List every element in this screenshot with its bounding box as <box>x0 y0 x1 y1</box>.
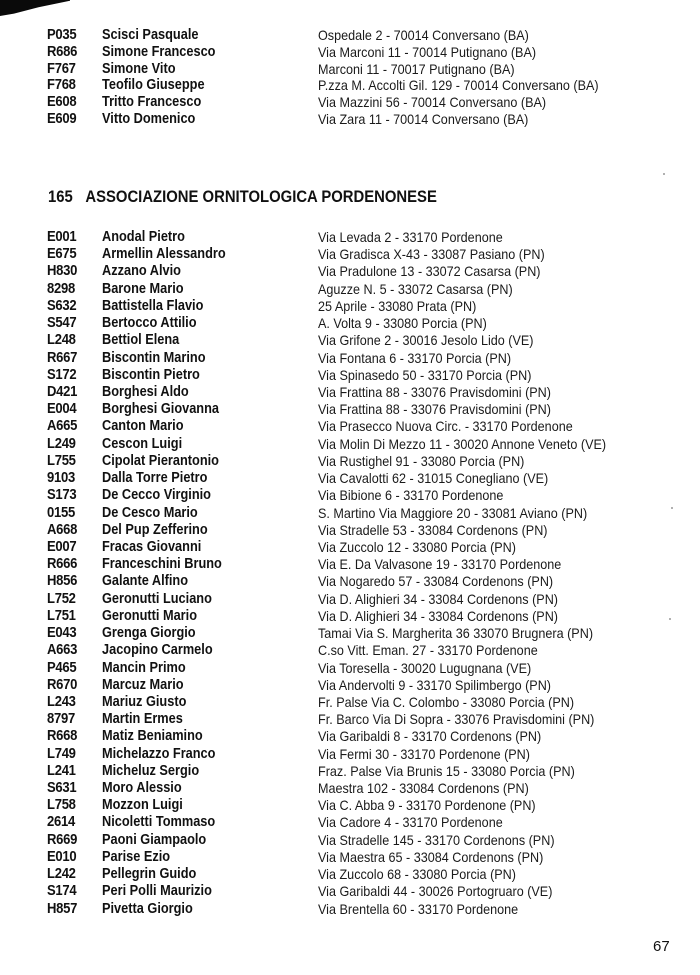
member-name: De Cecco Virginio <box>102 487 211 504</box>
member-row <box>0 814 700 831</box>
member-name: De Cesco Mario <box>102 504 198 521</box>
member-address: Marconi 11 - 70017 Putignano (BA) <box>318 60 515 77</box>
member-name: Martin Ermes <box>102 711 183 728</box>
member-name: Canton Mario <box>102 418 184 435</box>
member-address: Via Maestra 65 - 33084 Cordenons (PN) <box>318 848 544 865</box>
member-name: Simone Francesco <box>102 43 216 60</box>
member-code: F767 <box>47 60 76 77</box>
member-address: Via Prasecco Nuova Circ. - 33170 Pordenone <box>318 418 573 435</box>
member-name: Scisci Pasquale <box>102 27 199 43</box>
member-row <box>0 763 700 780</box>
member-row <box>0 298 700 315</box>
member-code: S172 <box>47 366 77 383</box>
member-address: Via C. Abba 9 - 33170 Pordenone (PN) <box>318 797 536 814</box>
member-row <box>0 436 700 453</box>
member-code: E608 <box>47 94 77 111</box>
member-row <box>0 453 700 470</box>
member-address: Via Levada 2 - 33170 Pordenone <box>318 229 503 245</box>
member-row <box>0 849 700 866</box>
member-address: Ospedale 2 - 70014 Conversano (BA) <box>318 27 529 43</box>
member-name: Tritto Francesco <box>102 94 202 111</box>
member-address: Via Gradisca X-43 - 33087 Pasiano (PN) <box>318 246 545 263</box>
member-address: Tamai Via S. Margherita 36 33070 Brugnera (PN) <box>318 625 594 642</box>
member-code: L241 <box>47 762 76 779</box>
member-row <box>0 711 700 728</box>
member-code: S173 <box>47 487 77 504</box>
member-row <box>0 263 700 280</box>
member-row <box>0 281 700 298</box>
member-name: Cipolat Pierantonio <box>102 452 219 469</box>
member-address: Via Rustighel 91 - 33080 Porcia (PN) <box>318 452 525 469</box>
member-code: P465 <box>47 659 77 676</box>
member-code: L755 <box>47 452 76 469</box>
member-code: S174 <box>47 883 77 900</box>
member-code: L752 <box>47 590 76 607</box>
member-row <box>0 832 700 849</box>
member-address: Via Molin Di Mezzo 11 - 30020 Annone Veneto (VE) <box>318 435 607 452</box>
member-address: Via Fontana 6 - 33170 Porcia (PN) <box>318 349 512 366</box>
member-code: D421 <box>47 383 78 400</box>
member-name: Teofilo Giuseppe <box>102 77 205 94</box>
member-address: Via Frattina 88 - 33076 Pravisdomini (PN) <box>318 401 551 418</box>
scan-speck <box>671 507 673 509</box>
member-row <box>0 642 700 659</box>
member-row <box>0 246 700 263</box>
member-code: E004 <box>47 401 77 418</box>
member-name: Michelazzo Franco <box>102 745 216 762</box>
member-name: Mariuz Giusto <box>102 693 187 710</box>
member-row <box>0 332 700 349</box>
member-address: 25 Aprile - 33080 Prata (PN) <box>318 297 477 314</box>
member-code: L751 <box>47 607 76 624</box>
member-address: Via Cadore 4 - 33170 Pordenone <box>318 814 503 831</box>
member-code: A663 <box>47 642 78 659</box>
member-name: Paoni Giampaolo <box>102 831 207 848</box>
member-name: Parise Ezio <box>102 848 171 865</box>
member-code: L758 <box>47 797 76 814</box>
member-name: Azzano Alvio <box>102 263 181 280</box>
member-name: Armellin Alessandro <box>102 246 226 263</box>
member-name: Cescon Luigi <box>102 435 183 452</box>
member-code: E001 <box>47 229 77 245</box>
member-address: Via Zara 11 - 70014 Conversano (BA) <box>318 111 529 127</box>
member-code: E007 <box>47 538 77 555</box>
member-row <box>0 522 700 539</box>
member-address: Via Mazzini 56 - 70014 Conversano (BA) <box>318 94 547 111</box>
member-code: E675 <box>47 246 77 263</box>
member-code: P035 <box>47 27 77 43</box>
member-row <box>0 901 700 918</box>
member-name: Mozzon Luigi <box>102 797 183 814</box>
member-row <box>0 418 700 435</box>
member-code: E043 <box>47 625 77 642</box>
member-row <box>0 111 700 128</box>
member-code: L249 <box>47 435 76 452</box>
member-code: H856 <box>47 573 78 590</box>
member-row <box>0 61 700 78</box>
member-code: L243 <box>47 693 76 710</box>
member-name: Battistella Flavio <box>102 297 204 314</box>
member-code: 0155 <box>47 504 75 521</box>
member-code: S547 <box>47 315 77 332</box>
member-name: Borghesi Aldo <box>102 383 189 400</box>
member-row <box>0 539 700 556</box>
member-address: Via Stradelle 145 - 33170 Cordenons (PN) <box>318 831 555 848</box>
member-address: Via Cavalotti 62 - 31015 Conegliano (VE) <box>318 470 549 487</box>
member-code: R667 <box>47 349 78 366</box>
member-code: F768 <box>47 77 76 94</box>
member-address: Via Spinasedo 50 - 33170 Porcia (PN) <box>318 366 532 383</box>
member-address: Via Garibaldi 8 - 33170 Cordenons (PN) <box>318 728 542 745</box>
member-name: Matiz Beniamino <box>102 728 203 745</box>
member-row <box>0 573 700 590</box>
member-code: 9103 <box>47 470 75 487</box>
member-name: Galante Alfino <box>102 573 189 590</box>
page-number: 67 <box>653 938 670 955</box>
member-code: H857 <box>47 900 78 917</box>
member-name: Mancin Primo <box>102 659 186 676</box>
member-name: Fracas Giovanni <box>102 538 202 555</box>
member-row <box>0 350 700 367</box>
member-code: 8298 <box>47 280 75 297</box>
member-code: 8797 <box>47 711 75 728</box>
scan-corner-shadow <box>0 0 70 16</box>
member-code: 2614 <box>47 814 75 831</box>
member-address: Aguzze N. 5 - 33072 Casarsa (PN) <box>318 280 513 297</box>
member-name: Jacopino Carmelo <box>102 642 213 659</box>
member-address: Via Zuccolo 68 - 33080 Porcia (PN) <box>318 866 516 883</box>
member-row <box>0 625 700 642</box>
member-address: Via E. Da Valvasone 19 - 33170 Pordenone <box>318 556 562 573</box>
member-row <box>0 608 700 625</box>
member-address: Via Stradelle 53 - 33084 Cordenons (PN) <box>318 521 548 538</box>
member-address: Via Frattina 88 - 33076 Pravisdomini (PN) <box>318 383 551 400</box>
member-address: Via Marconi 11 - 70014 Putignano (BA) <box>318 43 537 60</box>
member-row <box>0 780 700 797</box>
member-code: R686 <box>47 43 78 60</box>
member-name: Grenga Giorgio <box>102 625 196 642</box>
member-name: Borghesi Giovanna <box>102 401 219 418</box>
member-code: R668 <box>47 728 78 745</box>
member-row <box>0 591 700 608</box>
member-name: Bertocco Attilio <box>102 315 197 332</box>
member-address: Via D. Alighieri 34 - 33084 Cordenons (PN) <box>318 607 559 624</box>
member-address: Via Nogaredo 57 - 33084 Cordenons (PN) <box>318 573 554 590</box>
member-address: Via Garibaldi 44 - 30026 Portogruaro (VE) <box>318 883 553 900</box>
member-address: Fraz. Palse Via Brunis 15 - 33080 Porcia (PN) <box>318 762 575 779</box>
member-address: Fr. Palse Via C. Colombo - 33080 Porcia (PN) <box>318 693 575 710</box>
member-address: Maestra 102 - 33084 Cordenons (PN) <box>318 780 529 797</box>
member-name: Barone Mario <box>102 280 184 297</box>
member-name: Geronutti Luciano <box>102 590 212 607</box>
member-code: A668 <box>47 521 78 538</box>
member-name: Micheluz Sergio <box>102 762 200 779</box>
member-code: S631 <box>47 780 77 797</box>
member-row <box>0 728 700 745</box>
section-number: 165 <box>48 188 73 206</box>
member-row <box>0 94 700 111</box>
member-row <box>0 797 700 814</box>
member-row <box>0 556 700 573</box>
member-code: R670 <box>47 676 78 693</box>
section-title: ASSOCIAZIONE ORNITOLOGICA PORDENONESE <box>85 188 437 206</box>
member-address: C.so Vitt. Eman. 27 - 33170 Pordenone <box>318 642 538 659</box>
scan-speck <box>663 173 665 175</box>
member-address: Via Brentella 60 - 33170 Pordenone <box>318 900 519 917</box>
member-address: A. Volta 9 - 33080 Porcia (PN) <box>318 315 487 332</box>
member-name: Vitto Domenico <box>102 111 196 127</box>
member-name: Biscontin Marino <box>102 349 206 366</box>
member-name: Pellegrin Guido <box>102 866 197 883</box>
member-name: Peri Polli Maurizio <box>102 883 212 900</box>
member-name: Geronutti Mario <box>102 607 197 624</box>
member-address: Via Bibione 6 - 33170 Pordenone <box>318 487 504 504</box>
member-row <box>0 470 700 487</box>
member-code: H830 <box>47 263 78 280</box>
member-name: Moro Alessio <box>102 780 182 797</box>
member-code: E010 <box>47 848 77 865</box>
member-row <box>0 505 700 522</box>
member-code: E609 <box>47 111 77 127</box>
member-name: Del Pup Zefferino <box>102 521 208 538</box>
member-row <box>0 694 700 711</box>
member-name: Dalla Torre Pietro <box>102 470 208 487</box>
member-address: Via Fermi 30 - 33170 Pordenone (PN) <box>318 745 530 762</box>
member-address: Via Andervolti 9 - 33170 Spilimbergo (PN) <box>318 676 552 693</box>
member-address: Via Grifone 2 - 30016 Jesolo Lido (VE) <box>318 332 534 349</box>
member-name: Pivetta Giorgio <box>102 900 193 917</box>
member-code: L749 <box>47 745 76 762</box>
member-name: Franceschini Bruno <box>102 556 222 573</box>
member-row <box>0 487 700 504</box>
member-address: Via Toresella - 30020 Lugugnana (VE) <box>318 659 532 676</box>
member-row <box>0 883 700 900</box>
member-code: L242 <box>47 866 76 883</box>
member-code: L248 <box>47 332 76 349</box>
member-code: S632 <box>47 297 77 314</box>
member-name: Biscontin Pietro <box>102 366 200 383</box>
member-row <box>0 77 700 94</box>
member-row <box>0 44 700 61</box>
member-row <box>0 384 700 401</box>
member-row <box>0 401 700 418</box>
member-row <box>0 315 700 332</box>
member-address: Via Zuccolo 12 - 33080 Porcia (PN) <box>318 538 516 555</box>
member-code: R666 <box>47 556 78 573</box>
member-code: A665 <box>47 418 78 435</box>
member-name: Simone Vito <box>102 60 176 77</box>
member-name: Anodal Pietro <box>102 229 185 245</box>
member-name: Bettiol Elena <box>102 332 180 349</box>
member-address: Fr. Barco Via Di Sopra - 33076 Pravisdomini (PN) <box>318 711 595 728</box>
member-address: Via Pradulone 13 - 33072 Casarsa (PN) <box>318 263 541 280</box>
member-row <box>0 229 700 246</box>
member-name: Marcuz Mario <box>102 676 184 693</box>
member-row <box>0 866 700 883</box>
member-code: R669 <box>47 831 78 848</box>
scan-speck <box>669 618 671 620</box>
member-row <box>0 746 700 763</box>
member-row <box>0 367 700 384</box>
section-heading <box>48 188 437 208</box>
member-address: P.zza M. Accolti Gil. 129 - 70014 Conversano (BA) <box>318 77 599 94</box>
member-row <box>0 660 700 677</box>
member-row <box>0 27 700 44</box>
member-name: Nicoletti Tommaso <box>102 814 216 831</box>
member-address: Via D. Alighieri 34 - 33084 Cordenons (PN) <box>318 590 559 607</box>
member-address: S. Martino Via Maggiore 20 - 33081 Aviano (PN) <box>318 504 588 521</box>
member-row <box>0 677 700 694</box>
